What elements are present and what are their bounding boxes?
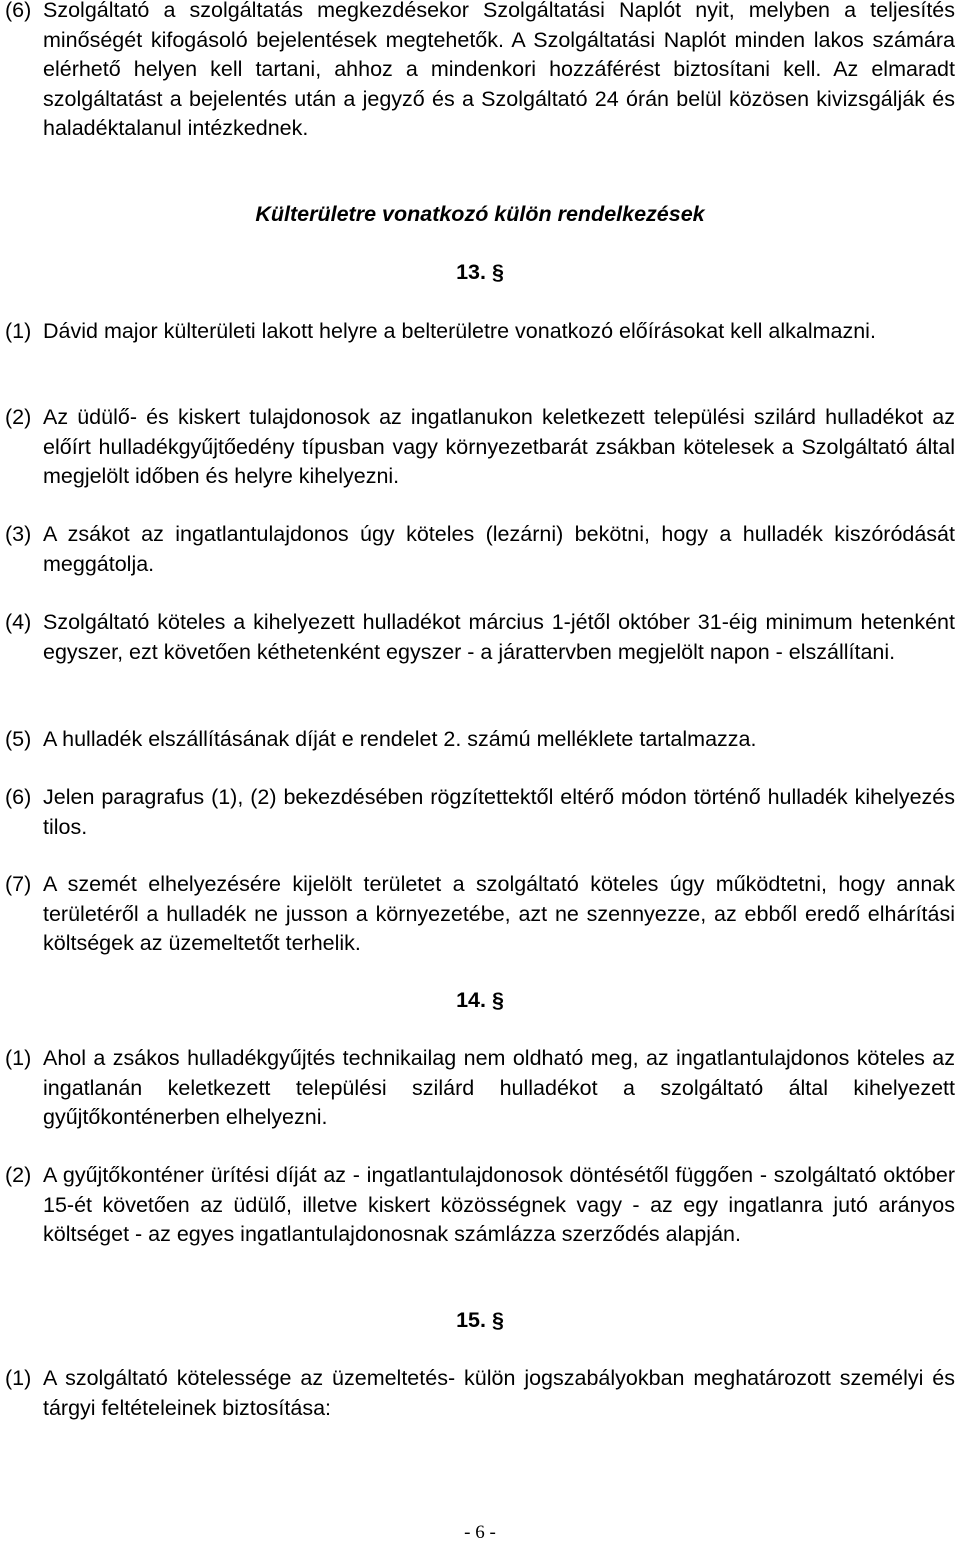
paragraph-13-6 [5,783,955,842]
paragraph-number: (6) [5,0,32,22]
paragraph-13-5 [5,725,955,755]
paragraph-12-6 [5,0,955,144]
paragraph-text: Jelen paragrafus (1), (2) bekezdésében rögzítettektől eltérő módon történő hulladék kihelyezés tilos. [43,785,955,839]
section-number: 15. [456,1308,486,1332]
paragraph-number: (2) [5,1163,32,1187]
paragraph-number: (1) [5,319,32,343]
section-number: 14. [456,988,486,1012]
paragraph-text: Dávid major külterületi lakott helyre a belterületre vonatkozó előírásokat kell alkalmazni. [43,319,876,343]
paragraph-text: Az üdülő- és kiskert tulajdonosok az ingatlanukon keletkezett települési szilárd hulladékot az előírt hulladékgyűjtőedény típusban vagy környezetbarát zsákban kötelesek a Szolgáltató által megjelölt időben és helyre kihelyezni. [43,405,955,488]
section-symbol-icon: § [491,988,504,1012]
subheading-kulterulet: Külterületre vonatkozó külön rendelkezések [255,202,705,226]
section-symbol-icon: § [491,260,504,284]
paragraph-13-7 [5,870,955,959]
paragraph-text: Szolgáltató a szolgáltatás megkezdésekor Szolgáltatási Naplót nyit, melyben a teljesítés minőségét kifogásoló bejelentések megtehetők. A Szolgáltatási Naplót minden lakos számára elérhető helyen kell tartani, ahhoz a mindenkori hozzáférést biztosítani kell. Az elmaradt szolgáltatást a bejelentés után a jegyző és a Szolgáltató 24 órán belül közösen kivizsgálják és haladéktalanul intézkednek. [43,0,955,140]
paragraph-number: (4) [5,610,32,634]
paragraph-text: Ahol a zsákos hulladékgyűjtés technikailag nem oldható meg, az ingatlantulajdonos köteles az ingatlanán keletkezett települési szilárd hulladékot a szolgáltató által kihelyezett gyűjtőkonténerben elhelyezni. [43,1046,955,1129]
section-heading-15 [0,1306,960,1335]
paragraph-text: A szolgáltató kötelessége az üzemeltetés- külön jogszabályokban meghatározott személyi és tárgyi feltételeinek biztosítása: [43,1366,955,1420]
paragraph-13-2 [5,403,955,492]
paragraph-number: (1) [5,1046,32,1070]
paragraph-text: A gyűjtőkonténer ürítési díját az - ingatlantulajdonosok döntésétől függően - szolgáltató október 15-ét követően az üdülő, illetve kiskert közösségnek vagy - az egy ingatlanra jutó arányos költséget - az egyes ingatlantulajdonosnak számlázza szerződés alapján. [43,1163,955,1246]
paragraph-14-2 [5,1161,955,1250]
section-symbol-icon: § [491,1308,504,1332]
paragraph-13-4 [5,608,955,667]
paragraph-text: A zsákot az ingatlantulajdonos úgy köteles (lezárni) bekötni, hogy a hulladék kiszóródását meggátolja. [43,522,955,576]
paragraph-number: (3) [5,522,32,546]
paragraph-number: (5) [5,727,32,751]
paragraph-14-1 [5,1044,955,1133]
section-heading-13 [0,258,960,287]
paragraph-number: (6) [5,785,32,809]
paragraph-text: A hulladék elszállításának díját e rendelet 2. számú melléklete tartalmazza. [43,727,757,751]
paragraph-number: (2) [5,405,32,429]
paragraph-text: A szemét elhelyezésére kijelölt területet a szolgáltató köteles úgy működtetni, hogy annak területéről a hulladék ne jusson a környezetébe, azt ne szennyezze, az ebből eredő elhárítási költségek az üzemeltetőt terhelik. [43,872,955,955]
page-number: - 6 - [464,1522,496,1543]
paragraph-text: Szolgáltató köteles a kihelyezett hulladékot március 1-jétől október 31-éig minimum hetenként egyszer, ezt követően kéthetenként egyszer - a járattervben megjelölt napon - elszállítani. [43,610,955,664]
paragraph-13-1 [5,317,955,347]
paragraph-15-1 [5,1364,955,1423]
paragraph-number: (1) [5,1366,32,1390]
section-number: 13. [456,260,486,284]
paragraph-number: (7) [5,872,32,896]
paragraph-13-3 [5,520,955,579]
section-heading-14 [0,986,960,1015]
